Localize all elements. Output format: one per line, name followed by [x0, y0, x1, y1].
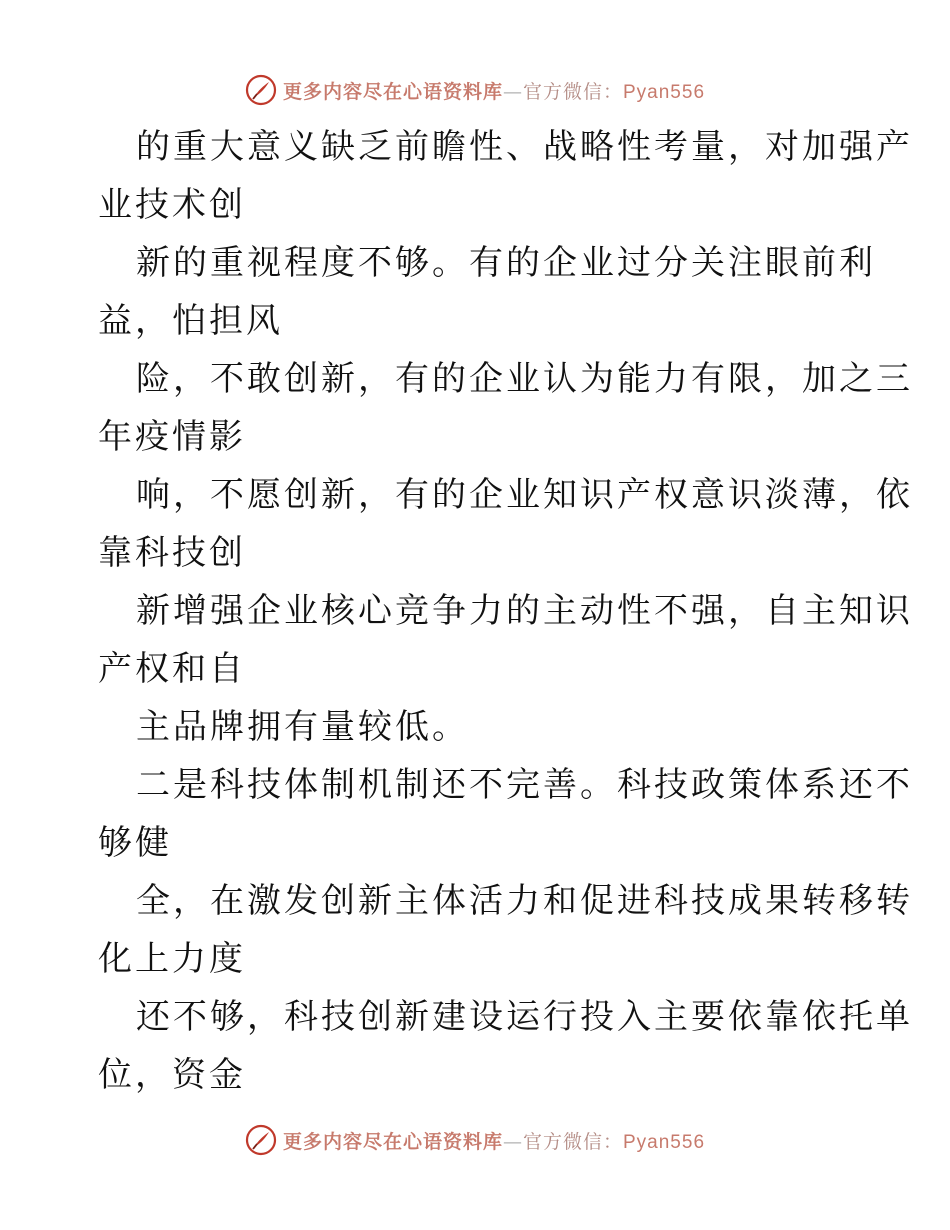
body-text	[98, 118, 913, 1104]
text-line: 二是科技体制机制还不完善。科技政策体系还不	[136, 765, 913, 805]
footer-banner	[0, 1120, 950, 1160]
quill-logo-icon	[245, 74, 277, 106]
banner-main-text: 更多内容尽在心语资料库	[282, 1130, 503, 1153]
text-line: 够健	[98, 823, 172, 863]
text-line: 全，在激发创新主体活力和促进科技成果转移转	[136, 881, 913, 921]
text-line: 险，不敢创新，有的企业认为能力有限，加之三	[136, 359, 913, 399]
text-line: 业技术创	[98, 185, 246, 225]
text-line: 化上力度	[98, 939, 246, 979]
text-line: 新的重视程度不够。有的企业过分关注眼前利	[136, 243, 876, 283]
text-line: 益，怕担风	[98, 301, 283, 341]
banner-separator: —	[502, 80, 523, 103]
text-line: 位，资金	[98, 1055, 246, 1095]
text-line: 新增强企业核心竞争力的主动性不强，自主知识	[136, 591, 913, 631]
header-banner	[0, 70, 950, 110]
banner-wechat-label: 官方微信：	[522, 1130, 623, 1153]
text-line: 年疫情影	[98, 417, 246, 457]
text-line: 主品牌拥有量较低。	[136, 707, 469, 747]
quill-logo-icon	[245, 1124, 277, 1156]
header-banner-text	[283, 77, 705, 104]
banner-separator: —	[502, 1130, 523, 1153]
text-line: 靠科技创	[98, 533, 246, 573]
banner-wechat-label: 官方微信：	[522, 80, 623, 103]
banner-main-text: 更多内容尽在心语资料库	[282, 80, 503, 103]
text-line: 的重大意义缺乏前瞻性、战略性考量，对加强产	[136, 127, 913, 167]
banner-wechat-id: Pyan556	[623, 81, 706, 103]
footer-banner-text	[283, 1127, 705, 1154]
text-line: 响，不愿创新，有的企业知识产权意识淡薄，依	[136, 475, 913, 515]
banner-wechat-id: Pyan556	[623, 1131, 706, 1153]
text-line: 还不够，科技创新建设运行投入主要依靠依托单	[136, 997, 913, 1037]
text-line: 产权和自	[98, 649, 246, 689]
